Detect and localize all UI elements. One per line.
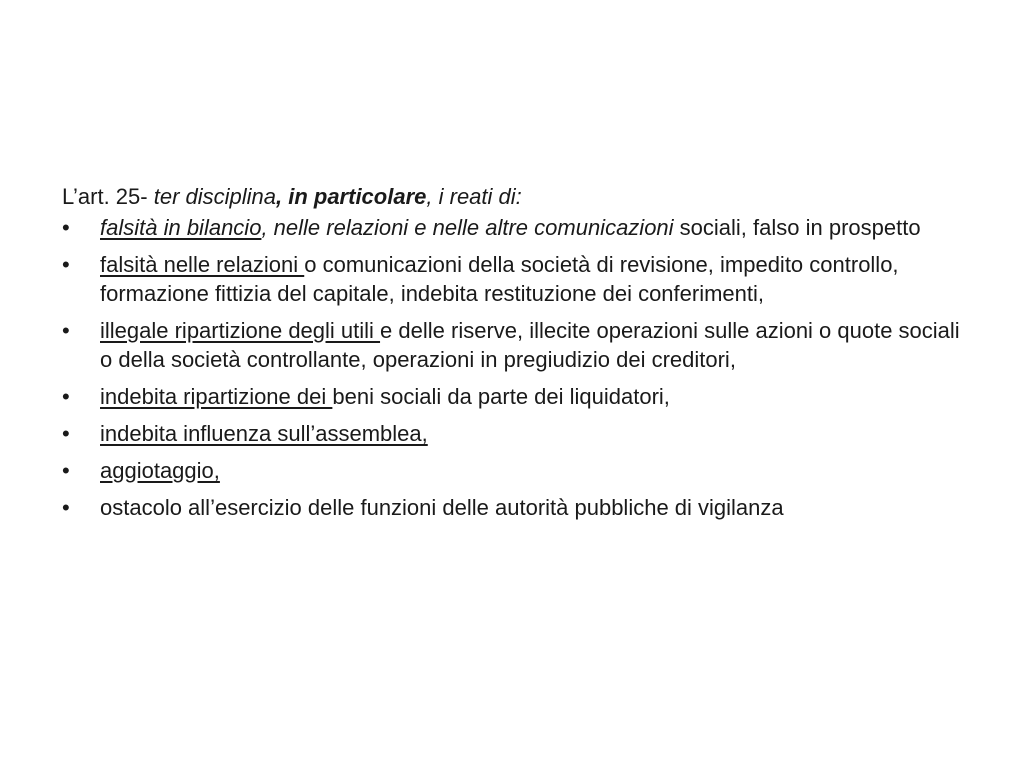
item-text: ostacolo all’esercizio delle funzioni delle autorità pubbliche di vigilanza	[100, 495, 784, 520]
offence-list	[62, 213, 967, 522]
bullet-icon: •	[62, 495, 70, 520]
intro-in-particolare: , in particolare	[276, 184, 427, 209]
list-item-ripartizione-beni	[62, 382, 967, 411]
slide-body	[62, 182, 967, 530]
bullet-icon: •	[62, 384, 70, 409]
item-keyword: falsità nelle relazioni	[100, 252, 305, 277]
item-text: beni sociali da parte dei liquidatori,	[332, 384, 670, 409]
item-keyword: illegale ripartizione degli utili	[100, 318, 381, 343]
intro-article: L’art. 25-	[62, 184, 154, 209]
bullet-icon: •	[62, 252, 70, 277]
item-keyword: indebita ripartizione dei	[100, 384, 333, 409]
list-item-falsita-bilancio	[62, 213, 967, 242]
list-item-falsita-relazioni	[62, 250, 967, 308]
intro-line	[62, 182, 967, 211]
item-text: e delle riserve, illecite operazioni sulle azioni o quote sociali o della società controllante, operazioni in pregiudizio dei creditori,	[100, 318, 960, 372]
item-keyword: falsità in bilancio	[100, 215, 262, 240]
list-item-aggiotaggio	[62, 456, 967, 485]
item-keyword: indebita influenza sull’assemblea,	[100, 421, 428, 446]
item-text: sociali, falso in prospetto	[679, 215, 921, 240]
intro-reati: , i reati di:	[426, 184, 522, 209]
bullet-icon: •	[62, 458, 70, 483]
item-keyword: aggiotaggio,	[100, 458, 220, 483]
list-item-ostacolo-vigilanza	[62, 493, 967, 522]
bullet-icon: •	[62, 215, 70, 240]
list-item-ripartizione-utili	[62, 316, 967, 374]
intro-disciplina: ter disciplina	[153, 184, 276, 209]
item-text: o comunicazioni della società di revisione, impedito controllo, formazione fittizia del capitale, indebita restituzione dei conferimenti,	[100, 252, 899, 306]
item-text-italic: , nelle relazioni e nelle altre comunicazioni	[261, 215, 680, 240]
bullet-icon: •	[62, 318, 70, 343]
list-item-influenza-assemblea	[62, 419, 967, 448]
bullet-icon: •	[62, 421, 70, 446]
